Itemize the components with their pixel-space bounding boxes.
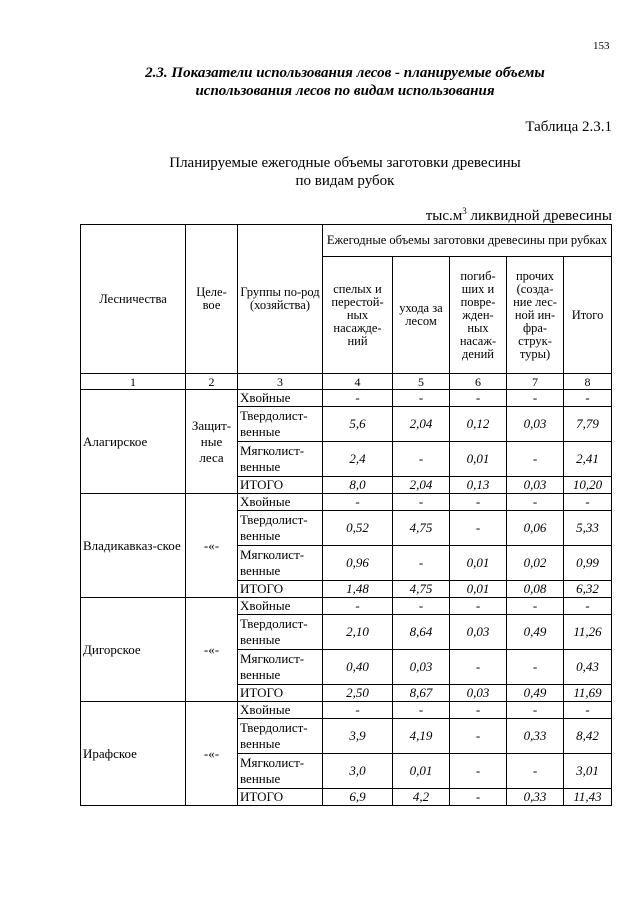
value-care: - (393, 598, 450, 615)
value-care: 2,04 (393, 477, 450, 494)
header-other: прочих (созда-ние лес-ной ин-фра-струк-туры) (507, 257, 564, 374)
value-total: - (564, 598, 612, 615)
header-forestry: Лесничества (81, 225, 186, 374)
value-mature: 8,0 (323, 477, 393, 494)
value-total: - (564, 494, 612, 511)
species-group: ИТОГО (238, 581, 323, 598)
value-other: - (507, 494, 564, 511)
value-dead-damaged: - (450, 789, 507, 806)
species-group: Твердолист-венные (238, 719, 323, 754)
value-other: - (507, 702, 564, 719)
value-mature: 2,50 (323, 685, 393, 702)
value-dead-damaged: 0,12 (450, 407, 507, 442)
value-mature: - (323, 598, 393, 615)
table-title-line-1: Планируемые ежегодные объемы заготовки древесины (169, 155, 521, 171)
header-annual-volumes: Ежегодные объемы заготовки древесины при рубках (323, 225, 612, 257)
column-number: 2 (186, 374, 238, 390)
table-title-line-2: по видам рубок (295, 173, 395, 189)
value-dead-damaged: - (450, 719, 507, 754)
value-care: 8,64 (393, 615, 450, 650)
value-mature: 0,96 (323, 546, 393, 581)
species-group: Хвойные (238, 598, 323, 615)
value-care: 4,19 (393, 719, 450, 754)
header-purpose: Целе-вое (186, 225, 238, 374)
value-mature: 6,9 (323, 789, 393, 806)
value-total: - (564, 390, 612, 407)
header-mature: спелых и перестой-ных насажде-ний (323, 257, 393, 374)
value-total: - (564, 702, 612, 719)
forest-purpose: -«- (186, 494, 238, 598)
column-number: 5 (393, 374, 450, 390)
value-other: 0,33 (507, 719, 564, 754)
value-other: 0,06 (507, 511, 564, 546)
value-mature: 3,0 (323, 754, 393, 789)
value-dead-damaged: - (450, 702, 507, 719)
value-care: - (393, 390, 450, 407)
forestry-name: Дигорское (81, 598, 186, 702)
column-number: 6 (450, 374, 507, 390)
species-group: Твердолист-венные (238, 615, 323, 650)
value-mature: 3,9 (323, 719, 393, 754)
value-total: 0,99 (564, 546, 612, 581)
table-row (81, 390, 612, 407)
value-dead-damaged: - (450, 390, 507, 407)
value-care: 4,75 (393, 511, 450, 546)
table-title (80, 154, 610, 190)
value-care: - (393, 702, 450, 719)
value-total: 2,41 (564, 442, 612, 477)
value-total: 10,20 (564, 477, 612, 494)
value-mature: - (323, 494, 393, 511)
value-total: 3,01 (564, 754, 612, 789)
value-dead-damaged: 0,03 (450, 615, 507, 650)
units-suffix: ликвидной древесины (466, 208, 612, 224)
species-group: ИТОГО (238, 685, 323, 702)
value-total: 7,79 (564, 407, 612, 442)
value-dead-damaged: 0,01 (450, 442, 507, 477)
value-dead-damaged: - (450, 650, 507, 685)
forestry-name: Владикавказ-ское (81, 494, 186, 598)
value-dead-damaged: - (450, 494, 507, 511)
value-care: - (393, 546, 450, 581)
section-heading-line-2: использования лесов по видам использования (195, 83, 495, 99)
value-other: 0,08 (507, 581, 564, 598)
units-note (426, 206, 612, 225)
value-care: - (393, 494, 450, 511)
value-total: 11,43 (564, 789, 612, 806)
value-other: 0,02 (507, 546, 564, 581)
species-group: Твердолист-венные (238, 407, 323, 442)
value-care: 0,01 (393, 754, 450, 789)
value-mature: 5,6 (323, 407, 393, 442)
value-total: 11,26 (564, 615, 612, 650)
value-total: 5,33 (564, 511, 612, 546)
value-dead-damaged: 0,01 (450, 581, 507, 598)
value-care: 8,67 (393, 685, 450, 702)
value-other: - (507, 650, 564, 685)
page-number: 153 (593, 40, 610, 52)
units-prefix: тыс.м (425, 208, 463, 224)
value-care: 4,75 (393, 581, 450, 598)
section-heading (80, 64, 610, 100)
value-other: 0,33 (507, 789, 564, 806)
value-other: 0,49 (507, 685, 564, 702)
value-other: 0,49 (507, 615, 564, 650)
forest-purpose: -«- (186, 702, 238, 806)
header-groups: Группы по-род (хозяйства) (238, 225, 323, 374)
species-group: Хвойные (238, 390, 323, 407)
table-row (81, 494, 612, 511)
species-group: Мягколист-венные (238, 546, 323, 581)
value-care: 2,04 (393, 407, 450, 442)
forest-purpose: Защит-ные леса (186, 390, 238, 494)
header-care: ухода за лесом (393, 257, 450, 374)
column-number-row (81, 374, 612, 390)
value-total: 11,69 (564, 685, 612, 702)
value-mature: 0,52 (323, 511, 393, 546)
forestry-name: Алагирское (81, 390, 186, 494)
value-dead-damaged: - (450, 754, 507, 789)
column-number: 1 (81, 374, 186, 390)
value-other: - (507, 442, 564, 477)
value-dead-damaged: 0,13 (450, 477, 507, 494)
table-row (81, 702, 612, 719)
species-group: Твердолист-венные (238, 511, 323, 546)
column-number: 7 (507, 374, 564, 390)
column-number: 3 (238, 374, 323, 390)
value-mature: 0,40 (323, 650, 393, 685)
species-group: ИТОГО (238, 477, 323, 494)
table-label: Таблица 2.3.1 (525, 119, 612, 135)
header-dead-damaged: погиб-ших и повре-жден-ных насаж-дений (450, 257, 507, 374)
value-care: 0,03 (393, 650, 450, 685)
species-group: Хвойные (238, 702, 323, 719)
species-group: ИТОГО (238, 789, 323, 806)
value-mature: - (323, 702, 393, 719)
section-heading-line-1: 2.3. Показатели использования лесов - планируемые объемы (145, 65, 545, 81)
value-care: 4,2 (393, 789, 450, 806)
value-other: 0,03 (507, 477, 564, 494)
value-total: 6,32 (564, 581, 612, 598)
value-dead-damaged: 0,03 (450, 685, 507, 702)
value-mature: 2,4 (323, 442, 393, 477)
value-dead-damaged: 0,01 (450, 546, 507, 581)
header-row-1 (81, 225, 612, 257)
species-group: Мягколист-венные (238, 754, 323, 789)
value-total: 8,42 (564, 719, 612, 754)
species-group: Мягколист-венные (238, 442, 323, 477)
value-mature: - (323, 390, 393, 407)
value-other: 0,03 (507, 407, 564, 442)
units-superscript: 3 (462, 206, 467, 216)
value-dead-damaged: - (450, 511, 507, 546)
harvest-table (80, 224, 612, 806)
value-dead-damaged: - (450, 598, 507, 615)
value-mature: 2,10 (323, 615, 393, 650)
value-care: - (393, 442, 450, 477)
column-number: 4 (323, 374, 393, 390)
header-total: Итого (564, 257, 612, 374)
forestry-name: Ирафское (81, 702, 186, 806)
value-other: - (507, 390, 564, 407)
value-mature: 1,48 (323, 581, 393, 598)
column-number: 8 (564, 374, 612, 390)
value-other: - (507, 754, 564, 789)
forest-purpose: -«- (186, 598, 238, 702)
species-group: Мягколист-венные (238, 650, 323, 685)
table-row (81, 598, 612, 615)
species-group: Хвойные (238, 494, 323, 511)
value-total: 0,43 (564, 650, 612, 685)
value-other: - (507, 598, 564, 615)
